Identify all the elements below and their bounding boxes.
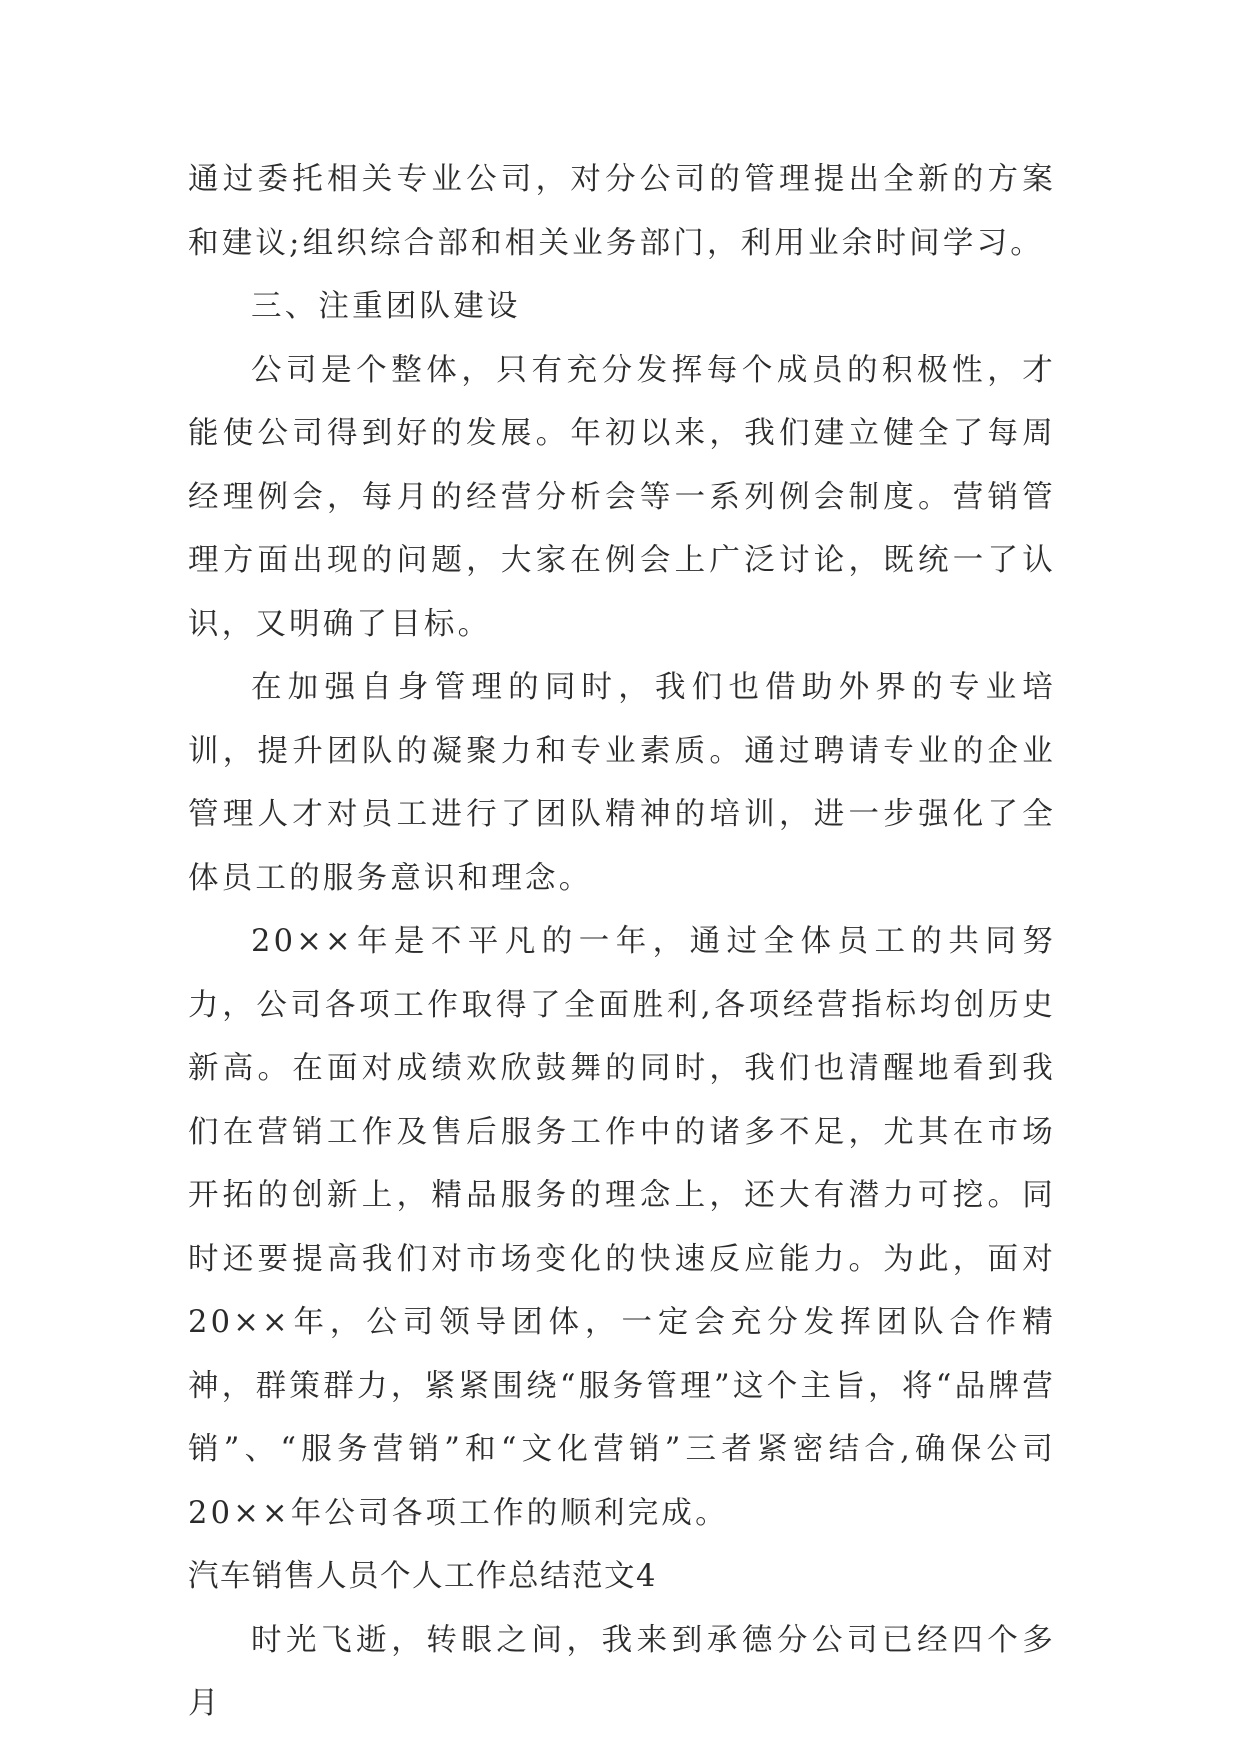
paragraph-time-flies: 时光飞逝，转眼之间，我来到承德分公司已经四个多月	[188, 1622, 1056, 1721]
paragraph-professional-training: 在加强自身管理的同时，我们也借助外界的专业培训，提升团队的凝聚力和专业素质。通过聘请专业的企业管理人才对员工进行了团队精神的培训，进一步强化了全体员工的服务意识和理念。	[188, 670, 1056, 896]
section-heading-team-building: 三、注重团队建设	[251, 289, 521, 324]
paragraph-year-summary: 20××年是不平凡的一年，通过全体员工的共同努力，公司各项工作取得了全面胜利,各项经营指标均创历史新高。在面对成绩欢欣鼓舞的同时，我们也清醒地看到我们在营销工作及售后服务工作中的诸多不足，尤其在市场开拓的创新上，精品服务的理念上，还大有潜力可挖。同时还要提高我们对市场变化的快速反应能力。为此，面对20××年，公司领导团体，一定会充分发挥团队合作精神，群策群力，紧紧围绕“服务管理”这个主旨，将“品牌营销”、“服务营销”和“文化营销”三者紧密结合,确保公司20××年公司各项工作的顺利完成。	[188, 924, 1056, 1531]
article-title: 汽车销售人员个人工作总结范文4	[188, 1559, 657, 1594]
paragraph-company-whole: 公司是个整体，只有充分发挥每个成员的积极性，才能使公司得到好的发展。年初以来，我们建立健全了每周经理例会，每月的经营分析会等一系列例会制度。营销管理方面出现的问题，大家在例会上广泛讨论，既统一了认识，又明确了目标。	[188, 352, 1056, 642]
document-body	[188, 148, 1056, 1736]
paragraph-management-proposal: 通过委托相关专业公司，对分公司的管理提出全新的方案和建议;组织综合部和相关业务部门，利用业余时间学习。	[188, 162, 1056, 261]
